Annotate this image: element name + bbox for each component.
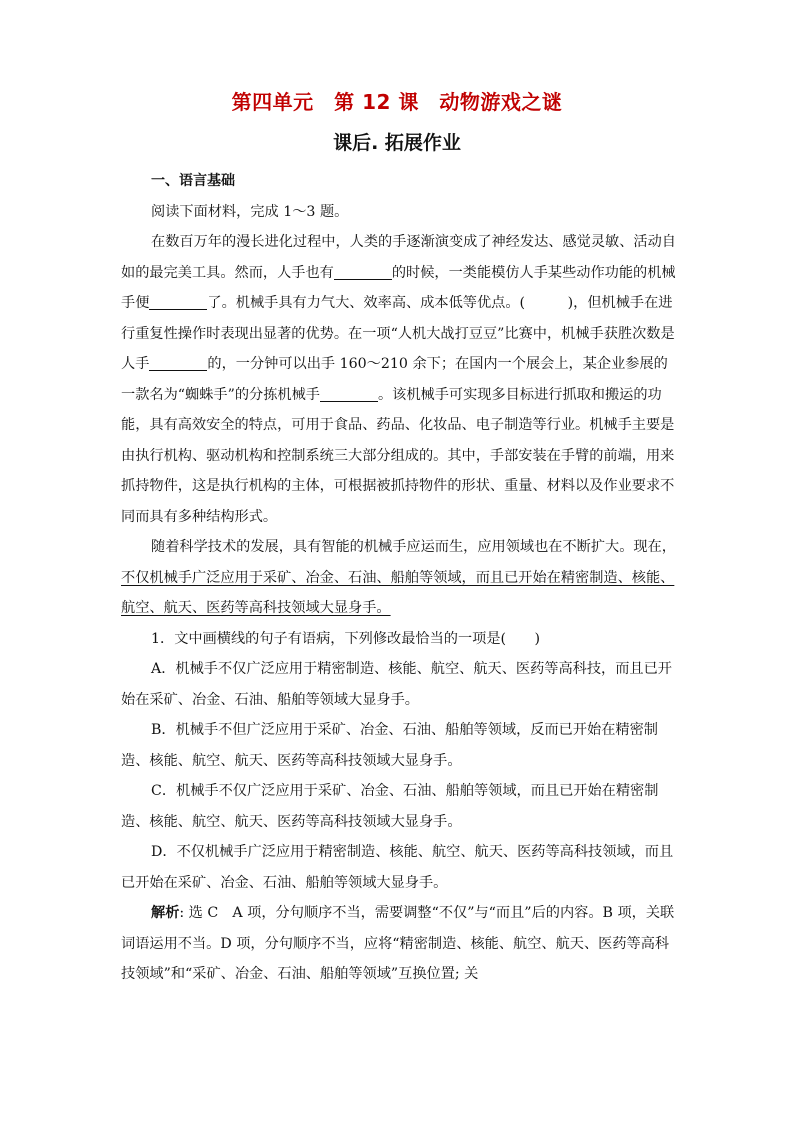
- passage-text: 的，一分钟可以出手 160～210 余下；在国内一个展会上，某企业参展的一款名为“蜘蛛手”的分拣机械手: [121, 356, 668, 403]
- fill-blank: [320, 386, 378, 401]
- passage-paragraph-1: [121, 227, 677, 532]
- option-a: A．机械手不仅广泛应用于精密制造、核能、航空、航天、医药等高科技，而且已开始在采矿、冶金、石油、船舶等领域大显身手。: [121, 661, 672, 708]
- fill-blank: [149, 356, 207, 371]
- underlined-sentence: 不仅机械手广泛应用于采矿、冶金、石油、船舶等领域，而且已开始在精密制造、核能、航空、航天、医药等高科技领域大显身手。: [121, 569, 675, 616]
- passage-text: 在数百万年的漫长进化过程中，人类的手逐渐演变成了神经发达、感觉灵敏、活动自如的最完美工具。然而，人手也有: [121, 234, 676, 281]
- option-b: B．机械手不但广泛应用于采矿、冶金、石油、船舶等领域，反而已开始在精密制造、核能、航空、航天、医药等高科技领域大显身手。: [121, 722, 658, 769]
- analysis-paragraph: [121, 898, 677, 990]
- page-subtitle: 课后. 拓展作业: [333, 132, 461, 154]
- page-title: 第四单元 第 12 课 动物游戏之谜: [231, 90, 563, 114]
- option-d: D．不仅机械手广泛应用于精密制造、核能、航空、航天、医药等高科技领域，而且已开始在采矿、冶金、石油、船舶等领域大显身手。: [121, 844, 674, 891]
- instruction-text: 阅读下面材料，完成 1～3 题。: [151, 203, 349, 220]
- question-stem: 1．文中画横线的句子有语病，下列修改最恰当的一项是( ): [151, 630, 540, 647]
- passage-text: 了。机械手具有力气大、效率高、成本低等优点。( )，但机械手在进行重复性操作时表现出显著的优势。在一项“人机大战打豆豆”比赛中，机械手获胜次数是人手: [121, 295, 675, 372]
- section-heading: 一、语言基础: [151, 173, 235, 189]
- option-c: C．机械手不仅广泛应用于采矿、冶金、石油、船舶等领域，而且已开始在精密制造、核能、航空、航天、医药等高科技领域大显身手。: [121, 783, 659, 830]
- passage-text: 。该机械手可实现多目标进行抓取和搬运的功能，具有高效安全的特点，可用于食品、药品、化妆品、电子制造等行业。机械手主要是由执行机构、驱动机构和控制系统三大部分组成的。其中，手部安装在手臂的前端，用来抓持物件，这是执行机构的主体，可根据被抓持物件的形状、重量、材料以及作业要求不同而具有多种结构形式。: [121, 386, 675, 525]
- passage-text: 随着科学技术的发展，具有智能的机械手应运而生，应用领域也在不断扩大。现在，: [151, 539, 676, 555]
- document-body: [121, 166, 677, 990]
- analysis-label: 解析: [151, 905, 180, 921]
- analysis-text: : 选 C A 项，分句顺序不当，需要调整“不仅”与“而且”后的内容。B 项，关联词语运用不当。D 项，分句顺序不当，应将“精密制造、核能、航空、航天、医药等高科技领域”和“采矿、冶金、石油、船舶等领域”互换位置; 关: [121, 905, 675, 982]
- passage-text: 的时候，一类能模仿人手某些动作功能的机械手便: [121, 264, 676, 311]
- fill-blank: [149, 295, 207, 310]
- fill-blank: [334, 264, 392, 279]
- passage-paragraph-2: [121, 532, 677, 624]
